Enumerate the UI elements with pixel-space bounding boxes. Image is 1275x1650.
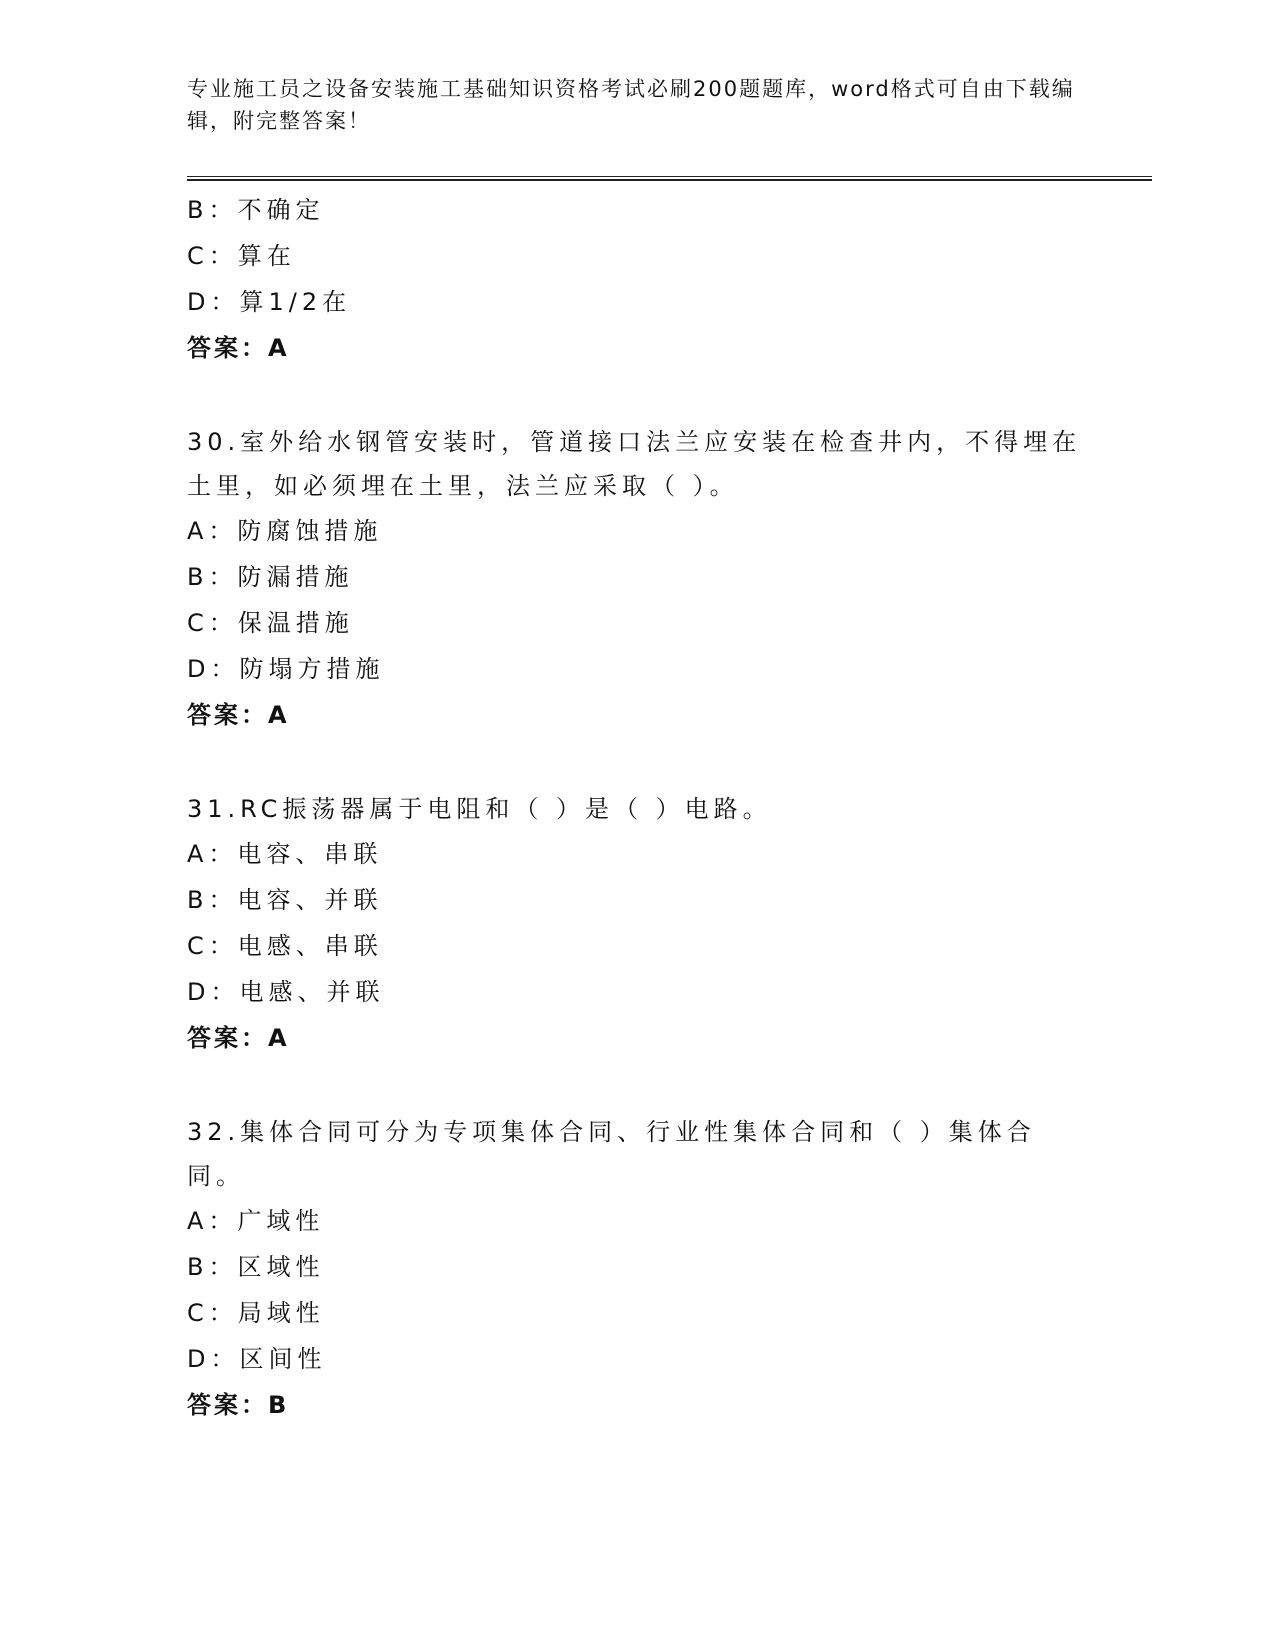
answer: 答案：A <box>187 334 290 362</box>
question-list <box>187 187 1087 1428</box>
option-d: D：防塌方措施 <box>187 655 385 683</box>
option-b: B：防漏措施 <box>187 563 354 591</box>
document-header <box>187 73 1087 137</box>
option-d: D：电感、并联 <box>187 978 385 1006</box>
option-a: A：防腐蚀措施 <box>187 517 383 545</box>
option-c: C：算在 <box>187 242 296 270</box>
option-d: D：区间性 <box>187 1345 327 1373</box>
question-text: 30.室外给水钢管安装时，管道接口法兰应安装在检查井内，不得埋在土里，如必须埋在土里，法兰应采取（ ）。 <box>187 428 1082 500</box>
answer: 答案：B <box>187 1391 290 1419</box>
question-text: 31.RC振荡器属于电阻和（ ）是（ ）电路。 <box>187 795 772 823</box>
question-block-32 <box>187 1110 1087 1428</box>
option-d: D：算1/2在 <box>187 288 352 316</box>
option-b: B：不确定 <box>187 196 325 224</box>
option-c: C：局域性 <box>187 1299 325 1327</box>
option-c: C：保温措施 <box>187 609 354 637</box>
option-a: A：广域性 <box>187 1207 325 1235</box>
question-block-31 <box>187 787 1087 1061</box>
question-block-continued <box>187 187 1087 371</box>
question-block-30 <box>187 420 1087 738</box>
answer: 答案：A <box>187 701 290 729</box>
header-title: 专业施工员之设备安装施工基础知识资格考试必刷200题题库，word格式可自由下载编辑，附完整答案！ <box>187 77 1075 133</box>
option-c: C：电感、串联 <box>187 932 383 960</box>
option-b: B：电容、并联 <box>187 886 383 914</box>
question-text: 32.集体合同可分为专项集体合同、行业性集体合同和（ ）集体合同。 <box>187 1118 1036 1190</box>
header-divider-thin <box>187 176 1152 177</box>
header-divider-thick <box>187 179 1152 181</box>
option-a: A：电容、串联 <box>187 840 383 868</box>
answer: 答案：A <box>187 1024 290 1052</box>
option-b: B：区域性 <box>187 1253 325 1281</box>
